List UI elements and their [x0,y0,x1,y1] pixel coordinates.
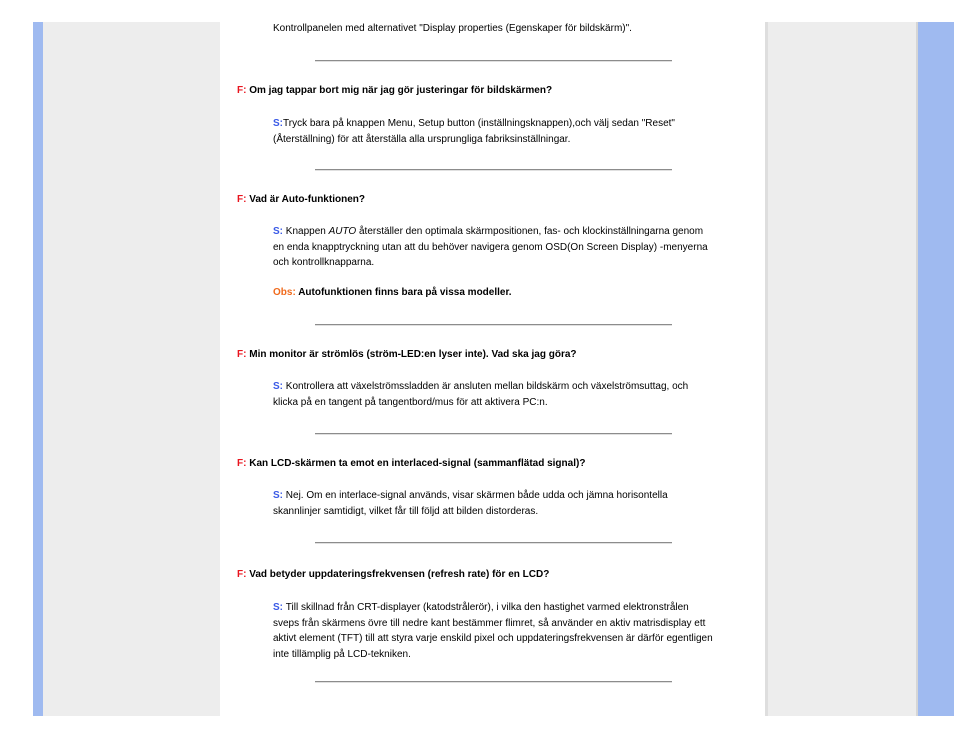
answer-prefix: S: [273,118,283,129]
separator [315,681,672,683]
answer-text-end: återställer den optimala skärmpositionen, fas- och klockinställningarna genom en enda knapptryckning utan att du behöver navigera genom OSD(On Screen Display) -menyerna och kontrollknapparna. [273,226,708,268]
left-blue-margin [33,22,43,716]
faq-answer-4 [273,488,713,519]
question-text: Vad är Auto-funktionen? [249,194,365,205]
faq-answer-2 [273,224,713,271]
separator [315,169,672,171]
faq-question-1 [237,84,552,98]
answer-text-start: Knappen [285,226,329,237]
question-text: Om jag tappar bort mig när jag gör justeringar för bildskärmen? [249,85,553,96]
faq-note [273,286,512,300]
answer-prefix: S: [273,490,283,501]
bottom-margin [33,716,918,738]
separator [315,324,672,326]
left-gray-panel [43,22,220,716]
faq-answer-5 [273,600,713,662]
question-text: Kan LCD-skärmen ta emot en interlaced-signal (sammanflätad signal)? [249,458,586,469]
separator [315,433,672,435]
answer-prefix: S: [273,381,283,392]
right-blue-margin [918,22,954,716]
answer-text: Till skillnad från CRT-displayer (katodstrålerör), i vilka den hastighet varmed elektronstrålen sveps från skärmens övre till nedre kant bestämmer flimret, så använder en aktiv matrisdisplay ett aktivt element (TFT) till att styra varje enskild pixel och uppdateringsfrekvensen är därför egentligen inte tillämplig på LCD-tekniken. [273,602,713,660]
question-prefix: F: [237,569,247,580]
answer-text-italic: AUTO [328,226,357,237]
separator [315,542,672,544]
question-prefix: F: [237,194,247,205]
question-prefix: F: [237,85,247,96]
faq-question-4 [237,457,585,471]
question-text: Vad betyder uppdateringsfrekvensen (refresh rate) för en LCD? [249,569,550,580]
answer-prefix: S: [273,226,283,237]
note-text: Autofunktionen finns bara på vissa modeller. [298,287,512,298]
question-prefix: F: [237,458,247,469]
intro-text: Kontrollpanelen med alternativet "Display properties (Egenskaper för bildskärm)". [273,23,632,34]
answer-prefix: S: [273,602,283,613]
answer-text: Kontrollera att växelströmssladden är ansluten mellan bildskärm och växelströmsuttag, och klicka på en tangent på tangentbord/mus för att aktivera PC:n. [273,381,689,408]
faq-question-3 [237,348,577,362]
answer-text: Tryck bara på knappen Menu, Setup button (inställningsknappen),och välj sedan "Reset" (Återställning) för att återställa alla ursprungliga fabriksinställningar. [273,118,675,145]
faq-answer-3 [273,379,713,410]
right-gray-panel [765,22,918,716]
faq-question-2 [237,193,365,207]
question-text: Min monitor är strömlös (ström-LED:en lyser inte). Vad ska jag göra? [249,349,577,360]
note-prefix: Obs: [273,287,296,298]
answer-text: Nej. Om en interlace-signal används, visar skärmen både udda och jämna horisontella skannlinjer samtidigt, vilket får till följd att bilden distorderas. [273,490,668,517]
separator [315,60,672,62]
question-prefix: F: [237,349,247,360]
faq-answer-1 [273,116,713,147]
faq-question-5 [237,568,549,582]
